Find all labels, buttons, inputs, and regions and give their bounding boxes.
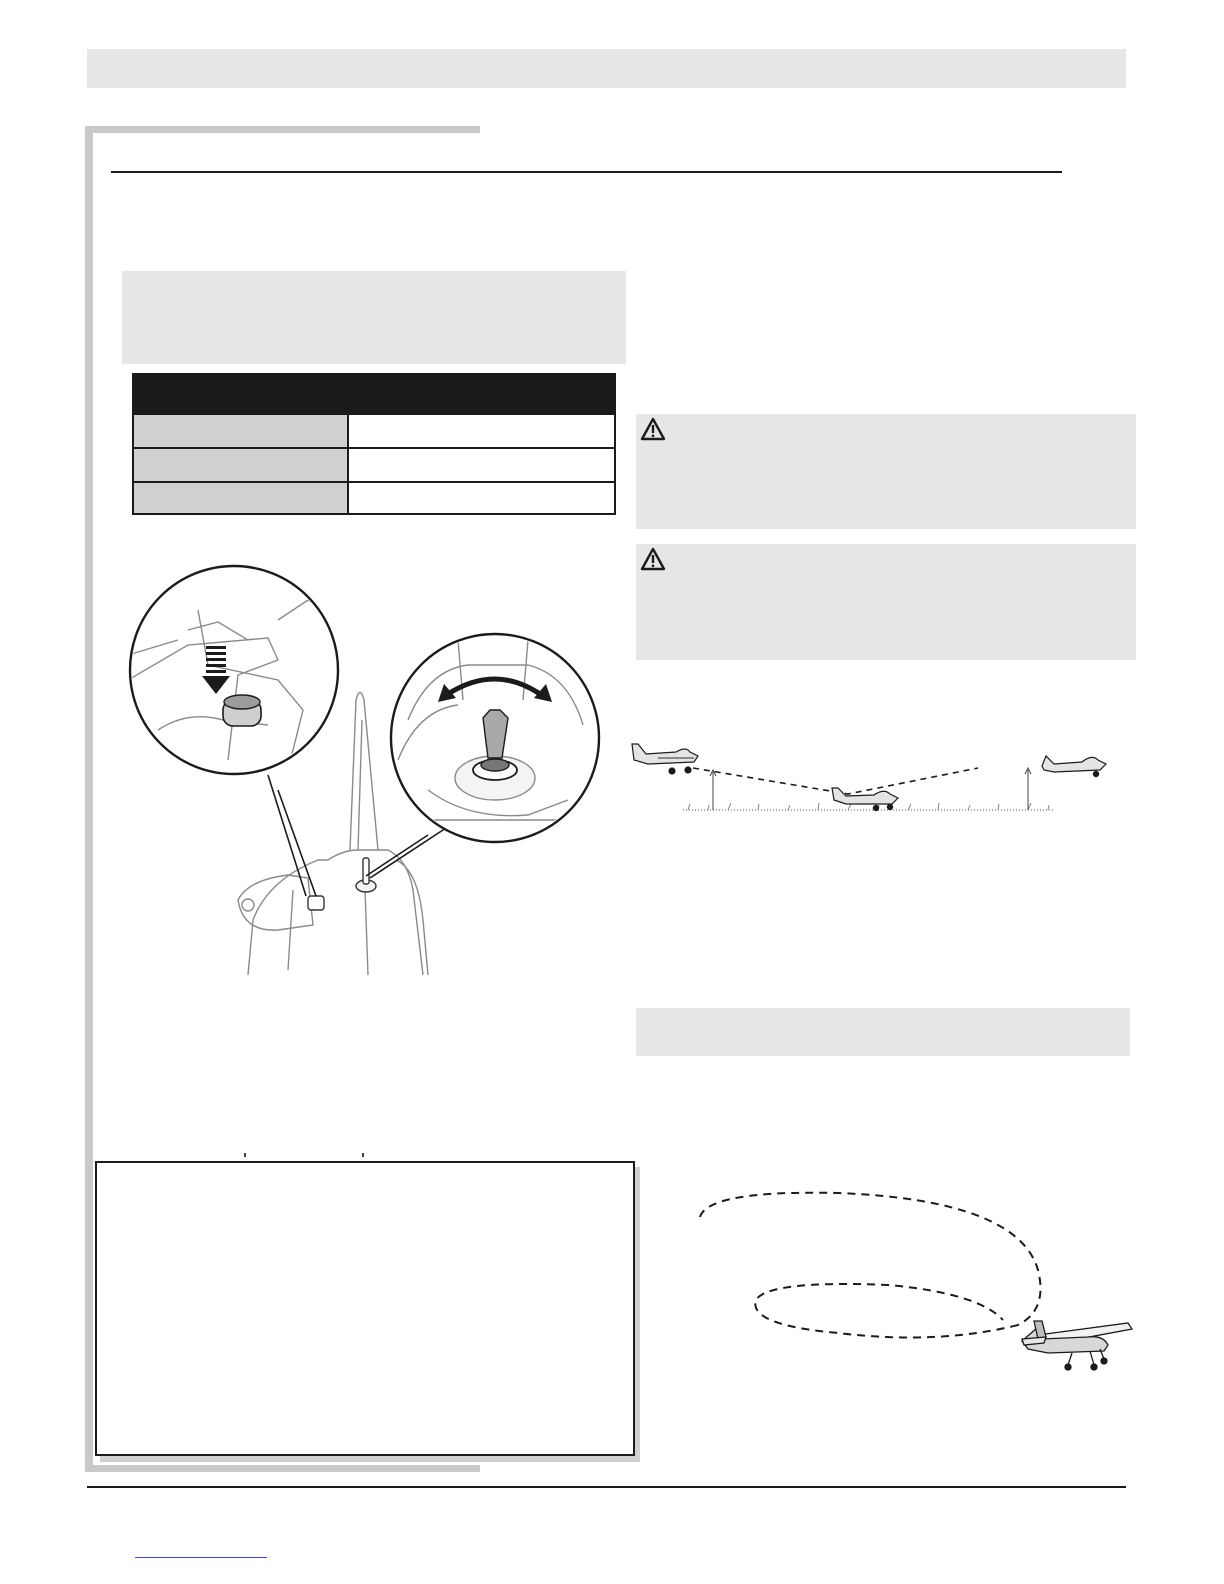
table-row: [134, 415, 614, 449]
table-row-label: [134, 415, 347, 449]
section-frame-top: [85, 126, 480, 133]
control-stick-detail: [391, 634, 599, 842]
warning-triangle-icon: [640, 547, 666, 571]
airplane-icon: [832, 788, 898, 811]
notice-box: [95, 1161, 635, 1456]
control-stick-icon: [363, 858, 369, 884]
table-row: [134, 449, 614, 483]
table-row-value: [347, 483, 614, 513]
footer-link[interactable]: [135, 1557, 267, 1558]
header-banner: [87, 49, 1126, 88]
trim-button-icon: [308, 896, 324, 910]
trim-button-detail: [128, 566, 338, 774]
box-tick-mark: [362, 1153, 364, 1157]
warning-box: [636, 414, 1136, 529]
landing-callout-box: [636, 1008, 1130, 1056]
airplane-icon: [1022, 1321, 1132, 1370]
table-row: [134, 483, 614, 513]
box-tick-mark: [244, 1153, 246, 1157]
airplane-icon: [1042, 756, 1106, 777]
footer-rule: [87, 1486, 1126, 1488]
table-row-label: [134, 483, 347, 513]
airplane-icon: [632, 744, 698, 774]
landing-circuit-illustration: [688, 1185, 1138, 1375]
warning-box: [636, 544, 1136, 660]
landing-approach-illustration: [628, 738, 1108, 818]
table-row-label: [134, 449, 347, 483]
transmitter-trim-illustration: [128, 560, 608, 980]
trim-callout-box: [122, 271, 626, 364]
table-row-value: [347, 415, 614, 449]
section-frame-left: [85, 126, 93, 1472]
warning-triangle-icon: [640, 417, 666, 441]
settings-table-header: [134, 375, 614, 415]
table-row-value: [347, 449, 614, 483]
section-title-rule: [111, 171, 1062, 173]
section-frame-bottom: [85, 1465, 480, 1472]
settings-table: [132, 373, 616, 515]
